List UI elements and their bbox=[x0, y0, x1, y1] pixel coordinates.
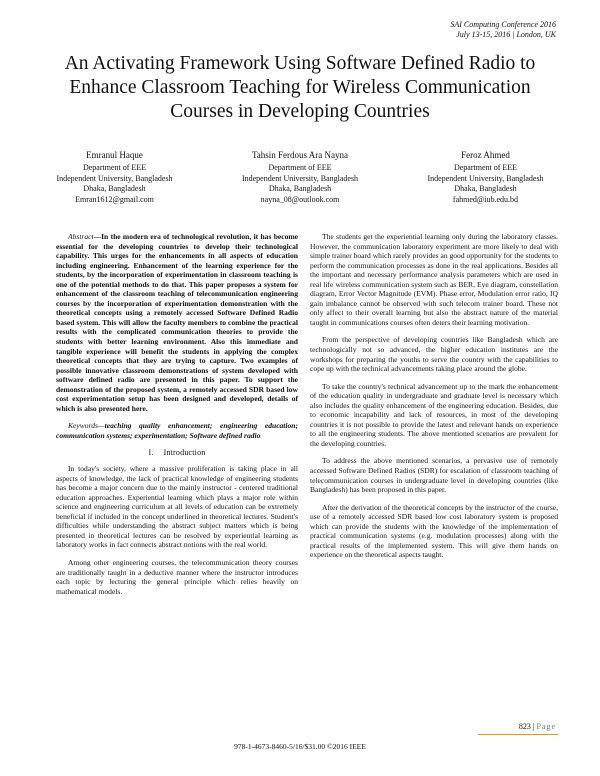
paragraph: From the perspective of developing countries like Bangladesh which are technologically not so advanced, the higher education institutes are the workshops for preparing the youths to serve the country with the capabilities to cope up with the technical advancements taking place around the globe. bbox=[310, 335, 558, 374]
author-dept: Department of EEE bbox=[82, 163, 147, 173]
keywords-lead: Keywords— bbox=[68, 421, 105, 431]
author-email: fahmed@iub.edu.bd bbox=[452, 194, 519, 204]
author-city: Dhaka, Bangladesh bbox=[83, 184, 146, 194]
paragraph: The students get the experiential learning only during the laboratory classes. However, the communication laboratory experiment are more likely to deal with simple trainer board which rarely provides an good opportunity for the students to perform the communication processes as done in the real applications. Besides all the important and necessary performance analysis parameters which are used in real life wireless communication system such as BER, Eye diagram, constellation diagram, Error Vector Magnitude (EVM). Phase error, Modulation error ratio, IQ gain imbalance cannot be observed with such telecom trainer board. These not only affect to their overall learning but also the abstract nature of the material taught in communications courses often deters their learning motivation. bbox=[310, 232, 558, 327]
author-name: Feroz Ahmed bbox=[461, 150, 510, 160]
author-institution: Independent University, Bangladesh bbox=[427, 173, 544, 183]
paragraph: To take the country's technical advancement up to the mark the enhancement of the education quality in undergraduate and graduate level is necessary which also includes the quality enhancement of the engineering education. Besides, due to economic incapability and lack of resources, in most of the developing countries it is not possible to provide the latest and relevant hands on experience to all the engineering students. The above mentioned scenarios are prevalent for the developing countries. bbox=[310, 381, 558, 448]
author-name: Tahsin Ferdous Ara Nayna bbox=[251, 150, 349, 160]
section-number: I. bbox=[148, 448, 154, 458]
keywords bbox=[56, 421, 298, 440]
author-dept: Department of EEE bbox=[268, 163, 332, 173]
paragraph: After the derivation of the theoretical concepts by the instructor of the course, use of a remotely accessed SDR based low cost laboratory system is proposed which can provide the students with the knowledge of the implementation of practical communication systems (e.g. modulation processes) along with the practical results of the implemented system. This will give them hands on experience on the theoretical aspects taught. bbox=[310, 502, 558, 560]
abstract-lead: Abstract bbox=[68, 232, 94, 241]
author-1 bbox=[22, 150, 207, 205]
paragraph: In today's society, where a massive proliferation is taking place in all aspects of knowledge, the lack of practical knowledge of engineering students has become a major concern due to the mainly instructor - centered traditional education approaches. Experiential learning which plays a major role within science and engineering curriculum at all levels of education can be extremely beneficial if included in the concept underlined in theoretical lectures. Student's difficulties while understanding the abstract subject matters which is being presented in theoretical lectures can be resolved by experiential learning as laboratory works in fact connects abstract notions with the real world. bbox=[56, 464, 298, 550]
page-word: Page bbox=[536, 722, 556, 731]
keywords-text: teaching quality enhancement; engineering education; communication systems; experimentation; Software defined radio bbox=[56, 421, 298, 440]
right-column bbox=[310, 232, 558, 568]
conference-date-location: July 13-15, 2016 | London, UK bbox=[456, 30, 556, 39]
author-email: Emran1612@gmail.com bbox=[75, 194, 154, 204]
section-heading-introduction bbox=[56, 448, 298, 458]
paragraph: To address the above mentioned scenarios, a pervasive use of remotely accessed Software Defined Radios (SDR) for escalation of classroom teaching of telecommunication courses in undergraduate level in developing countries (like Bangladesh) has been proposed in this paper. bbox=[310, 456, 558, 495]
author-block bbox=[22, 150, 578, 205]
page-number bbox=[519, 722, 556, 731]
author-city: Dhaka, Bangladesh bbox=[454, 184, 517, 194]
footer-divider bbox=[478, 734, 558, 735]
section-title: Introduction bbox=[163, 448, 206, 458]
author-city: Dhaka, Bangladesh bbox=[268, 184, 332, 194]
conference-name: SAI Computing Conference 2016 bbox=[450, 20, 556, 29]
paper-title: An Activating Framework Using Software Defined Radio to Enhance Classroom Teaching for Wireless Communication Courses in Developing Countries bbox=[64, 53, 536, 122]
author-2 bbox=[208, 150, 393, 205]
author-email: nayna_08@outlook.com bbox=[260, 194, 340, 204]
copyright-line: 978-1-4673-8460-5/16/$31.00 ©2016 IEEE bbox=[234, 742, 366, 751]
author-3 bbox=[393, 150, 578, 205]
left-column bbox=[56, 232, 298, 604]
page-number-value: 823 | bbox=[518, 722, 535, 731]
author-institution: Independent University, Bangladesh bbox=[241, 173, 359, 183]
author-name: Emranul Haque bbox=[86, 150, 143, 160]
abstract bbox=[56, 232, 298, 413]
conference-header bbox=[450, 20, 556, 40]
author-institution: Independent University, Bangladesh bbox=[56, 173, 173, 183]
author-dept: Department of EEE bbox=[453, 163, 518, 173]
abstract-text: —In the modern era of technological revolution, it has become essential for the developing countries to develop their technological capability. This urges for the enhancements in all aspects of education including engineering. Enhancement of the learning experience for the students, by the incorporation of experimentation in classroom teaching is one of the potential methods to do that. This paper proposes a system for enhancement of the classroom teaching of telecommunication engineering courses by the incorporation of experimentation demonstration with the theoretical concepts using a remotely accessed Software Defined Radio based system. This will allow the faculty members to combine the practical results with the complicated communication theories to provide the students with better learning environment. Also this immediate and tangible experience will benefit the students in applying the complex theoretical concepts that they are trying to capture. Two examples of possible innovative classroom demonstrations of system developed with software defined radio are presented in this paper. To support the demonstration of the proposed system, a remotely accessed SDR based low cost experimentation setup has been designed and developed, details of which is also presented here. bbox=[56, 232, 298, 413]
paragraph: Among other engineering courses, the telecommunication theory courses are traditionally taught in a deductive manner where the instructor introduces each topic by lecturing the general principle which relies heavily on mathematical models. bbox=[56, 557, 298, 596]
